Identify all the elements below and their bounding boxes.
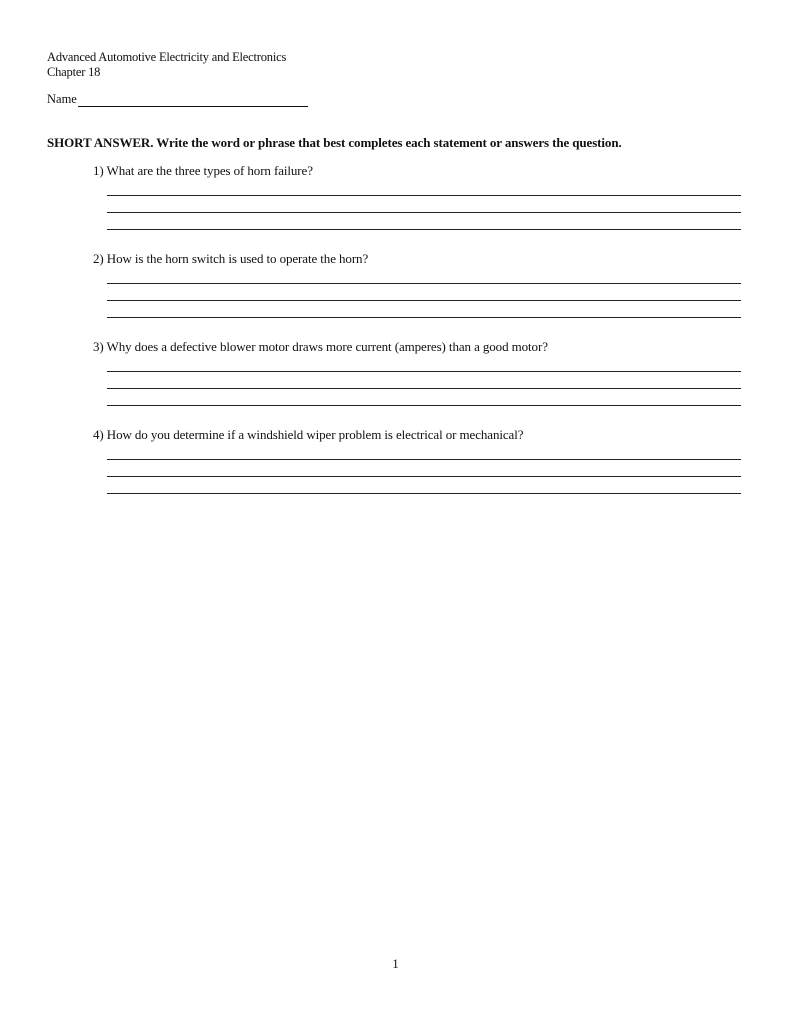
page-number: 1 bbox=[392, 957, 399, 971]
answer-line[interactable] bbox=[107, 229, 741, 230]
answer-line[interactable] bbox=[107, 459, 741, 460]
answer-line[interactable] bbox=[107, 212, 741, 213]
section-instructions: SHORT ANSWER. Write the word or phrase that best completes each statement or answers the question. bbox=[47, 135, 622, 150]
name-field-row bbox=[47, 92, 308, 107]
answer-line[interactable] bbox=[107, 300, 741, 301]
name-label: Name bbox=[47, 92, 77, 106]
course-title: Advanced Automotive Electricity and Electronics bbox=[47, 50, 287, 64]
question-1: 1) What are the three types of horn failure? bbox=[93, 163, 313, 178]
answer-line[interactable] bbox=[107, 405, 741, 406]
answer-line[interactable] bbox=[107, 476, 741, 477]
answer-line[interactable] bbox=[107, 283, 741, 284]
question-3: 3) Why does a defective blower motor draws more current (amperes) than a good motor? bbox=[93, 339, 548, 354]
answer-line[interactable] bbox=[107, 317, 741, 318]
answer-line[interactable] bbox=[107, 371, 741, 372]
answer-line[interactable] bbox=[107, 388, 741, 389]
name-blank-line[interactable] bbox=[78, 95, 308, 107]
chapter-label: Chapter 18 bbox=[47, 65, 101, 79]
question-2: 2) How is the horn switch is used to operate the horn? bbox=[93, 251, 369, 266]
question-4: 4) How do you determine if a windshield wiper problem is electrical or mechanical? bbox=[93, 427, 524, 442]
answer-line[interactable] bbox=[107, 195, 741, 196]
course-header bbox=[47, 50, 286, 80]
answer-line[interactable] bbox=[107, 493, 741, 494]
